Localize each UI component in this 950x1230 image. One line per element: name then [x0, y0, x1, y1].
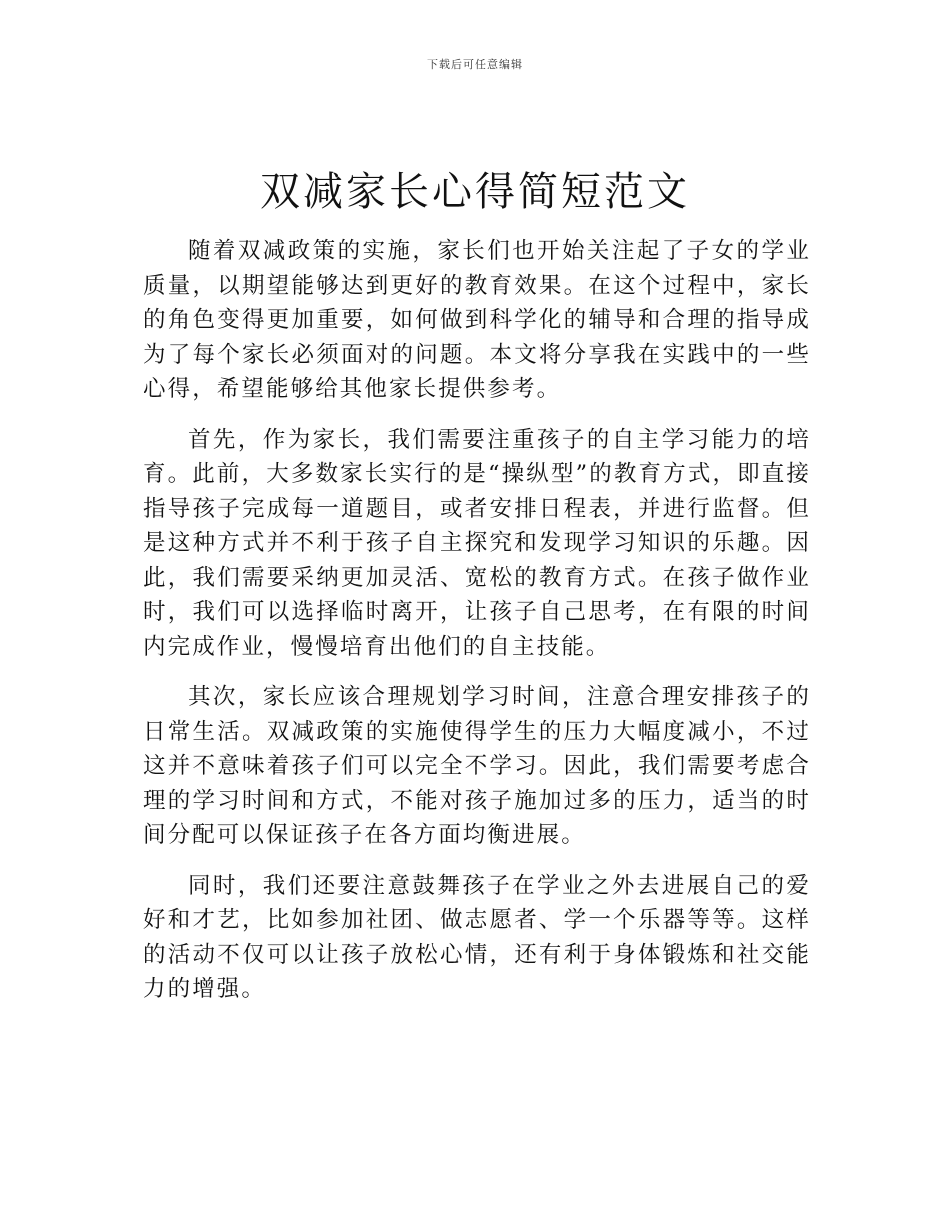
paragraph: 其次，家长应该合理规划学习时间，注意合理安排孩子的日常生活。双减政策的实施使得学生的压力大幅度减小，不过这并不意味着孩子们可以完全不学习。因此，我们需要考虑合理的学习时间和方式，不能对孩子施加过多的压力，适当的时间分配可以保证孩子在各方面均衡进展。	[143, 684, 811, 848]
paragraph: 同时，我们还要注意鼓舞孩子在学业之外去进展自己的爱好和才艺，比如参加社团、做志愿者、学一个乐器等等。这样的活动不仅可以让孩子放松心情，还有利于身体锻炼和社交能力的增强。	[143, 872, 811, 1002]
paragraph: 首先，作为家长，我们需要注重孩子的自主学习能力的培育。此前，大多数家长实行的是“操纵型”的教育方式，即直接指导孩子完成每一道题目，或者安排日程表，并进行监督。但是这种方式并不利于孩子自主探究和发现学习知识的乐趣。因此，我们需要采纳更加灵活、宽松的教育方式。在孩子做作业时，我们可以选择临时离开，让孩子自己思考，在有限的时间内完成作业，慢慢培育出他们的自主技能。	[143, 426, 811, 660]
header-note: 下载后可任意编辑	[427, 58, 523, 71]
document-body	[143, 234, 811, 1023]
document-title: 双减家长心得简短范文	[260, 169, 690, 215]
paragraph: 随着双减政策的实施，家长们也开始关注起了子女的学业质量，以期望能够达到更好的教育效果。在这个过程中，家长的角色变得更加重要，如何做到科学化的辅导和合理的指导成为了每个家长必须面对的问题。本文将分享我在实践中的一些心得，希望能够给其他家长提供参考。	[143, 238, 811, 402]
